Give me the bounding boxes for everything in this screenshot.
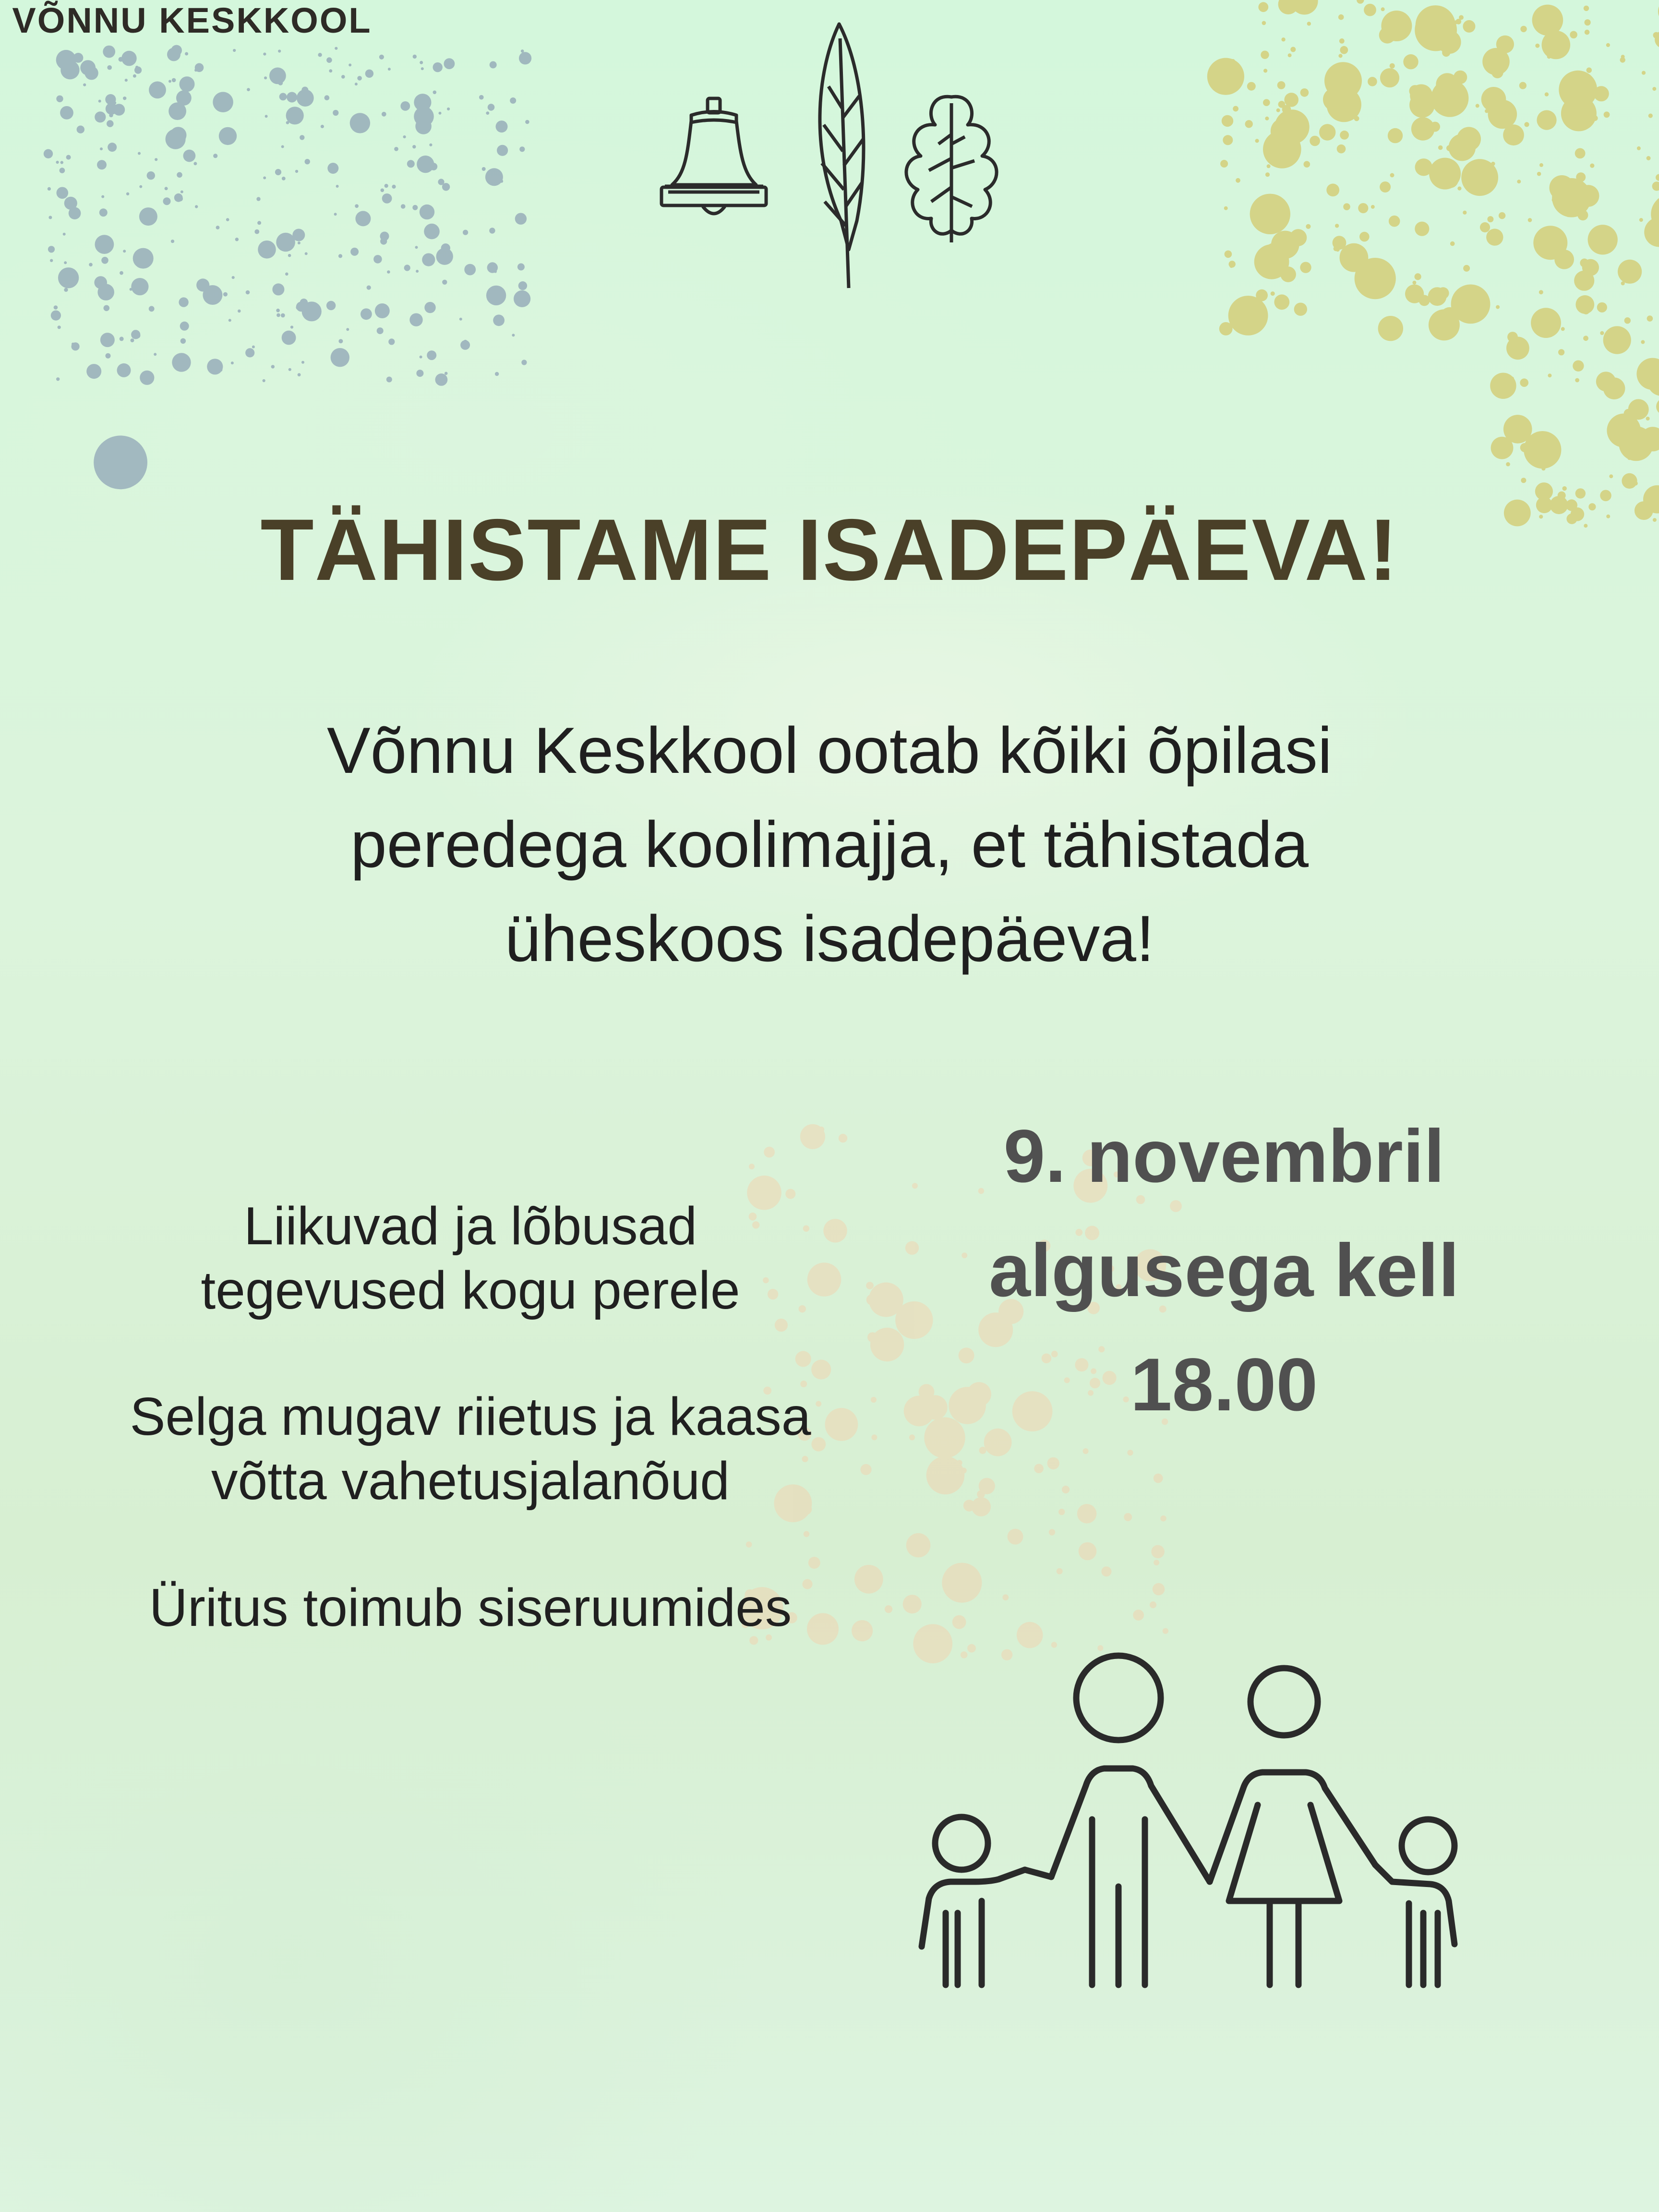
headline: TÄHISTAME ISADEPÄEVA!	[260, 501, 1399, 599]
info-line-text: Liikuvad ja lõbusad	[243, 1196, 697, 1256]
date-time: 18.00	[1130, 1343, 1318, 1427]
date-line: 9. novembril	[1003, 1115, 1445, 1198]
info-line-text: võtta vahetusjalanõud	[211, 1451, 730, 1511]
intro-line: Võnnu Keskkool ootab kõiki õpilasi	[326, 714, 1333, 787]
info-line-text: Üritus toimub siseruumides	[149, 1578, 792, 1637]
info-line-text: tegevused kogu perele	[201, 1261, 740, 1320]
school-name: VÕNNU KESKKOOL	[12, 0, 372, 40]
date-line: algusega kell	[989, 1229, 1459, 1312]
intro-line: peredega koolimajja, et tähistada	[350, 808, 1309, 881]
info-line-text: Selga mugav riietus ja kaasa	[130, 1387, 811, 1446]
intro-line: üheskoos isadepäeva!	[505, 902, 1154, 975]
